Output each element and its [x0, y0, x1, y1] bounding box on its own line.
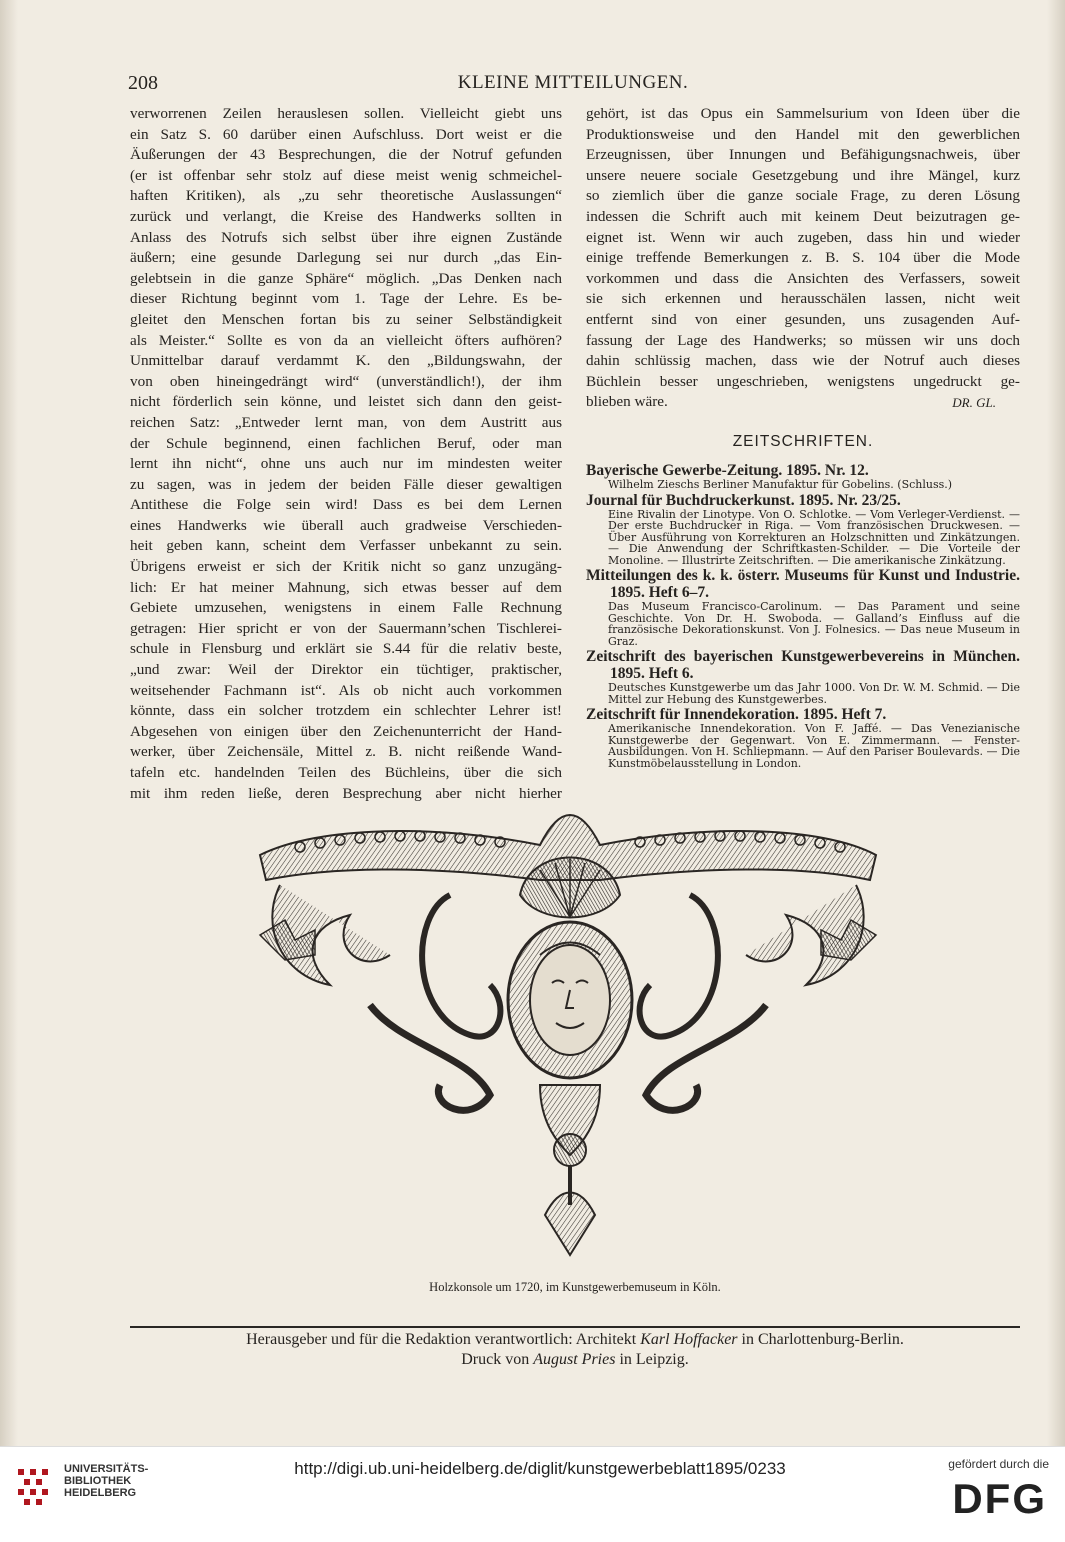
university-library-name: UNIVERSITÄTS- BIBLIOTHEK HEIDELBERG	[64, 1463, 149, 1499]
journal-title: Zeitschrift des bayerischen Kunstgewerbevereins in München. 1895. Heft 6.	[586, 648, 1020, 683]
text-line: blieben wäre.	[586, 393, 668, 411]
text-line: mit ihm reden ließe, deren Besprechung aber nicht hierher	[130, 784, 562, 802]
text-line: „und zwar: Weil der Direktor ein tüchtiger, praktischer,	[130, 661, 562, 679]
permalink-url[interactable]: http://digi.ub.uni-heidelberg.de/diglit/kunstgewerbeblatt1895/0233	[294, 1459, 786, 1478]
text-line: heit geben kann, scheint dem Verfasser unbekannt zu sein.	[130, 537, 562, 555]
journal-entry	[586, 567, 1020, 647]
text-line: Gebiete umzusehen, wenigstens in einem Falle Rechnung	[130, 599, 562, 617]
text-line: eignet ist. Wenn wir auch zugeben, dass hin und wieder	[586, 228, 1020, 246]
journal-contents: Eine Rivalin der Linotype. Von O. Schlotke. — Vom Verleger-Verdienst. —Der erste Buchdrucker in Riga. — Vom französischen Druckwesen. — Über Ausführung von Korrekturen an Holzschnitten und Zinkätzungen. — Die Anwendung der Schriftkasten-Schilder. — Die Vorteile der Monoline. — Illustrirte Zeitschriften. — Die amerikanische Zinkätzung.	[608, 507, 1020, 567]
text-line: einige treffende Bemerkungen z. B. S. 104 über die Mode	[586, 249, 1020, 267]
author-signature: DR. GL.	[952, 394, 996, 410]
text-line: dahin schlüssig machen, dass wie der Notruf auch dieses	[586, 352, 1020, 370]
text-line: werker, über Zeichensäle, Mittel z. B. nicht reißende Wand-	[130, 743, 562, 761]
wood-console-engraving	[240, 785, 896, 1275]
university-library-logo-icon	[10, 1461, 60, 1521]
text-line: zu sagen, was in jedem der beiden Fälle dieser gewaltigen	[130, 475, 562, 493]
journal-title: Mitteilungen des k. k. österr. Museums für Kunst und Industrie. 1895. Heft 6–7.	[586, 567, 1020, 602]
printer-name: August Pries	[533, 1351, 616, 1368]
text-line: tafeln etc. handelnden Teilen des Büchleins, über die sich	[130, 764, 562, 781]
text-line: schule in Flensburg und erklärt sie S.44 für die relativ beste,	[130, 640, 562, 658]
journal-entry	[586, 462, 1020, 491]
text-line: von oben hineingedrängt wird“ (unverständlich!), der ihm	[130, 372, 562, 390]
journal-title: Bayerische Gewerbe-Zeitung. 1895. Nr. 12.	[586, 462, 869, 480]
text-line: gehört, ist das Opus ein Sammelsurium von Ideen über die	[586, 105, 1020, 122]
section-heading: ZEITSCHRIFTEN.	[732, 432, 874, 450]
text-line: (er ist offenbar sehr stolz auf diese meist wenig schmeichel-	[130, 166, 562, 184]
page-header	[128, 72, 1018, 102]
page-edge-shadow-right	[1047, 0, 1065, 1446]
text-line: Antithese die Folge sein wird! Dass es bei dem Lernen	[130, 496, 562, 514]
journal-entry	[586, 492, 1020, 567]
text-line: könnte, dass ein solcher trotzdem ein schlechter Lehrer ist!	[130, 702, 562, 720]
viewer-footer	[0, 1446, 1065, 1542]
text-line: Erzeugnissen, über Innungen und Befähigungsnachweis, über	[586, 146, 1020, 164]
editor-name: Karl Hoffacker	[640, 1331, 738, 1348]
review-text	[586, 104, 1020, 413]
journal-contents: Amerikanische Innendekoration. Von F. Jaffé. — Das Venezianische Kunstgewerbe der Gegenwart. Von E. Zimmermann. — Fenster-Ausbildungen. Von H. Schliepmann. — Auf den Pariser Boulevards. — Die Kunstmöbelausstellung in London.	[608, 722, 1020, 770]
journal-title: Journal für Buchdruckerkunst. 1895. Nr. 23/25.	[586, 491, 901, 509]
text-line: sie sich erkennen und herausschälen lassen, nicht weit	[586, 290, 1020, 308]
text-line: gelebtsein in die ganze Sphäre“ möglich. „Das Denken nach	[130, 269, 562, 287]
imprint-rule	[130, 1326, 1020, 1328]
text-line: nicht förderlich sein könne, und leistet sich dann den geist-	[130, 393, 562, 411]
text-line: fassung der Lage des Handwerks; so müssen wir uns doch	[586, 331, 1020, 349]
text-line: so ziemlich über die ganze sociale Frage, zu deren Lösung	[586, 187, 1020, 205]
page-edge-shadow-left	[0, 0, 18, 1446]
text-line: Büchlein besser ungeschrieben, wenigstens ungedruckt ge-	[586, 372, 1020, 390]
text-line: lernt ihn nicht“, ohne uns auch nur im mindesten weiter	[130, 455, 562, 473]
text-line: eines Handwerks wie überall auch gradweise Verschieden-	[130, 516, 562, 534]
journal-list	[586, 462, 1020, 769]
text-line: Produktionsweise und den Handel mit den gewerblichen	[586, 125, 1020, 143]
text-line: äußern; eine gesunde Darlegung sei nur durch „das Ein-	[130, 249, 562, 267]
imprint-printer-line: Druck von August Pries in Leipzig.	[461, 1351, 689, 1368]
imprint	[130, 1330, 1020, 1370]
text-line: weitsehender Fachmann ist“. Als ob nicht auch vorkommen	[130, 681, 562, 699]
text-line: indessen die Schrift auch mit keinem Deut beizutragen ge-	[586, 207, 1020, 225]
journal-contents: Wilhelm Zieschs Berliner Manufaktur für Gobelins. (Schluss.)	[608, 478, 953, 492]
text-line: Äußerungen der 43 Besprechungen, die der Notruf gefunden	[130, 146, 562, 164]
text-line: Abgesehen von einigen über den Zeichenunterricht der Hand-	[130, 722, 562, 740]
text-line: verworrenen Zeilen herauslesen sollen. Vielleicht giebt uns	[130, 105, 562, 122]
text-line: dieser Richtung beginnt vom 1. Tage der Lehre. Es be-	[130, 290, 562, 308]
journal-contents: Deutsches Kunstgewerbe um das Jahr 1000. Von Dr. W. M. Schmid. — Die Mittel zur Hebung des Kunstgewerbes.	[608, 681, 1020, 706]
journal-contents: Das Museum Francisco-Carolinum. — Das Parament und seine Geschichte. Von Dr. H. Swoboda. — Galland’s Einfluss auf die französische Dekorationskunst. Von J. Folnesics. — Das neue Museum in Graz.	[608, 600, 1020, 648]
text-line: gleitet den Menschen fortan bis zu seiner Selbständigkeit	[130, 310, 562, 328]
text-line: als Meister.“ Sollte es von da an vielleicht öfters aufhören?	[130, 331, 562, 349]
running-title: KLEINE MITTEILUNGEN.	[457, 72, 689, 93]
figure-caption: Holzkonsole um 1720, im Kunstgewerbemuseum in Köln.	[429, 1280, 721, 1294]
text-line: entfernt sind von einer gesunden, uns zusagenden Auf-	[586, 310, 1020, 328]
text-line: haften Kritiken), als „zu sehr theoretische Auslassungen“	[130, 187, 562, 205]
text-line: getragen: Hier spricht er von der Sauermann’schen Tischlerei-	[130, 619, 562, 637]
text-line: lich: Er hat meiner Mahnung, sich etwas besser auf dem	[130, 578, 562, 596]
journal-entry	[586, 648, 1020, 705]
text-line: zurück und verlangt, die Kreise des Handwerks sollten in	[130, 207, 562, 225]
right-text-column	[586, 104, 1020, 770]
text-line: unsere neuere sociale Gesetzgebung und ihre Mängel, kurz	[586, 166, 1020, 184]
text-line: Übrigens erweist er sich der Kritik nicht so ganz unzugäng-	[130, 558, 562, 576]
dfg-logo: DFG	[952, 1475, 1047, 1522]
journal-title: Zeitschrift für Innendekoration. 1895. Heft 7.	[586, 706, 887, 724]
imprint-editor-line: Herausgeber und für die Redaktion verantwortlich: Architekt Karl Hoffacker in Charlottenburg-Berlin.	[246, 1331, 904, 1348]
text-line: vorkommen und dass die Ansichten des Verfassers, soweit	[586, 269, 1020, 287]
text-line: Anlass des Notrufs sich selbst über ihre eignen Zustände	[130, 228, 562, 246]
text-line: ein Satz S. 60 darüber einen Aufschluss. Dort weist er die	[130, 125, 562, 143]
journal-entry	[586, 706, 1020, 769]
text-line: der Schule beginnend, einen fachlichen Beruf, oder man	[130, 434, 562, 452]
text-line: reichen Satz: „Entweder lernt man, von dem Austritt aus	[130, 413, 562, 431]
page-number: 208	[128, 72, 158, 94]
left-text-column	[130, 104, 562, 804]
text-line: Unmittelbar darauf verdammt K. den „Bildungswahn, der	[130, 352, 562, 370]
funding-note: gefördert durch die	[948, 1457, 1049, 1471]
